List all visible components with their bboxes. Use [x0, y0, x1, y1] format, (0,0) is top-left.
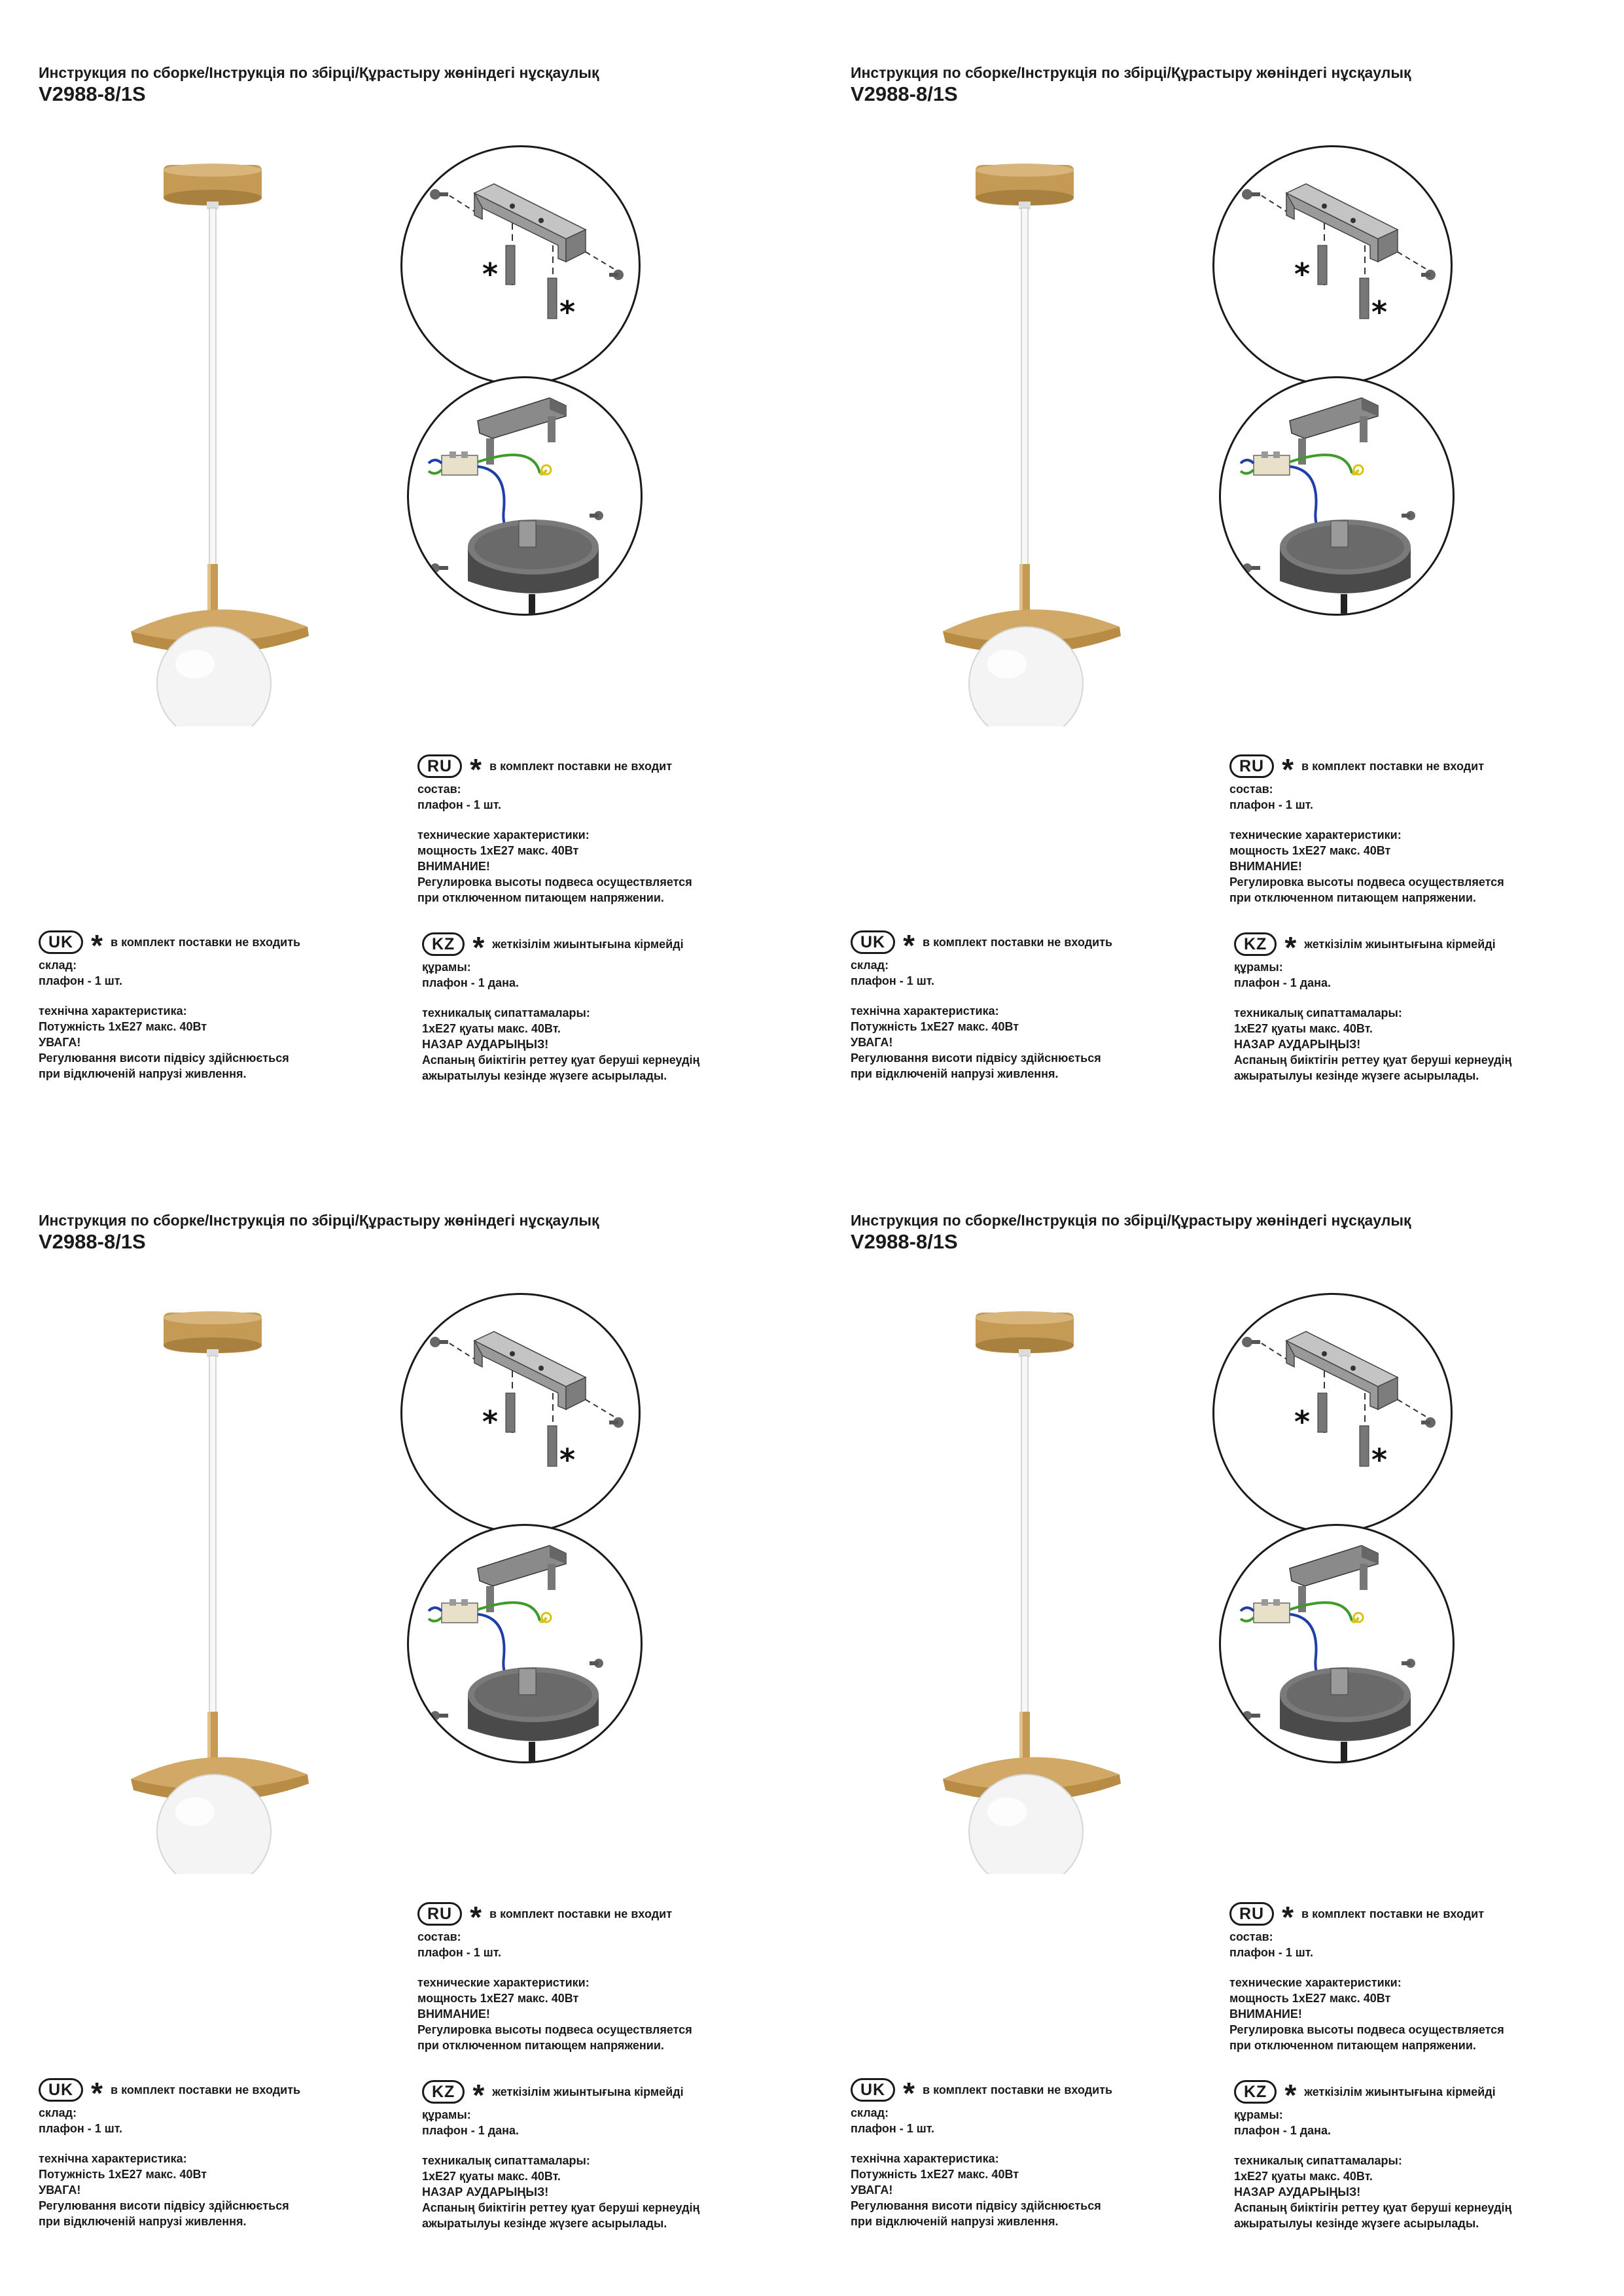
- instruction-title: Инструкция по сборке/Інструкція по збірці/Құрастыру жөніндегі нұсқаулық: [851, 64, 1411, 81]
- not-included-note: в комплект поставки не входить: [111, 936, 301, 949]
- spec-line: Аспаның биіктігін реттеу қуат беруші кернеудің: [1234, 1053, 1512, 1067]
- spec-line: плафон - 1 шт.: [39, 974, 122, 987]
- wiring-diagram: [1219, 1524, 1455, 1763]
- spec-line: технічна характеристика:: [851, 1004, 999, 1017]
- spec-line: құрамы:: [422, 961, 471, 974]
- spacer: [1234, 991, 1511, 1005]
- not-included-note: в комплект поставки не входит: [489, 1907, 673, 1920]
- spec-line: УВАГА!: [39, 2183, 81, 2197]
- uk-section: [39, 2077, 300, 2229]
- spec-line: состав:: [417, 1930, 461, 1943]
- asterisk-icon: *: [1282, 1900, 1294, 1934]
- asterisk-icon: *: [470, 1900, 482, 1934]
- spec-line: Регулювання висоти підвісу здійснюється: [39, 2199, 289, 2212]
- spec-line: Регулировка высоты подвеса осуществляется: [1229, 875, 1504, 889]
- spec-line: 1хE27 қуаты макс. 40Вт.: [1234, 1022, 1373, 1035]
- instruction-title: Инструкция по сборке/Інструкція по збірці/Құрастыру жөніндегі нұсқаулық: [39, 1212, 599, 1229]
- screw-icon: [1243, 1711, 1260, 1720]
- not-included-asterisk-icon: *: [482, 1404, 499, 1439]
- spec-line: Аспаның биіктігін реттеу қуат беруші кернеудің: [1234, 2201, 1512, 2214]
- kz-language-badge: KZ: [422, 2080, 465, 2104]
- instruction-panel: [812, 0, 1624, 1148]
- uk-language-badge: UK: [851, 2078, 895, 2102]
- screw-icon: [590, 1659, 603, 1668]
- spec-line: плафон - 1 дана.: [422, 976, 520, 989]
- model-number: V2988-8/1S: [39, 82, 146, 105]
- spec-line: при отключенном питающем напряжении.: [1229, 2039, 1476, 2052]
- spec-line: ВНИМАНИЕ!: [417, 860, 490, 873]
- spec-line: плафон - 1 шт.: [851, 2122, 934, 2135]
- kz-language-badge: KZ: [1234, 2080, 1277, 2104]
- kz-section: [1234, 932, 1511, 1084]
- not-included-note: в комплект поставки не входит: [1301, 760, 1485, 773]
- spec-line: технічна характеристика:: [851, 2152, 999, 2165]
- spec-line: мощность 1хE27 макс. 40Вт: [417, 1992, 579, 2005]
- spacer: [1229, 813, 1504, 827]
- spec-line: Регулировка высоты подвеса осуществляется: [417, 875, 692, 889]
- instruction-panel: [812, 1148, 1624, 2295]
- suspension-cable: [1021, 1356, 1028, 1713]
- screw-icon: [609, 1417, 624, 1428]
- spec-line: при отключенном питающем напряжении.: [417, 2039, 664, 2052]
- spec-line: УВАГА!: [39, 1036, 81, 1049]
- grey-canopy: [468, 520, 599, 593]
- screw-icon: [590, 511, 603, 520]
- spec-line: плафон - 1 дана.: [1234, 2124, 1332, 2137]
- ru-section: [417, 754, 692, 906]
- uk-section: [39, 930, 300, 1082]
- spec-line: Регулювання висоти підвісу здійснюється: [39, 1051, 289, 1065]
- screw-icon: [1402, 1659, 1415, 1668]
- screw-icon: [1243, 563, 1260, 573]
- ru-language-badge: RU: [1229, 1902, 1274, 1926]
- wiring-diagram: [1219, 376, 1455, 616]
- instruction-title: Инструкция по сборке/Інструкція по збірці/Құрастыру жөніндегі нұсқаулық: [39, 64, 599, 81]
- model-number: V2988-8/1S: [851, 82, 958, 105]
- instruction-title: Инструкция по сборке/Інструкція по збірці/Құрастыру жөніндегі нұсқаулық: [851, 1212, 1411, 1229]
- not-included-note: в комплект поставки не входить: [923, 936, 1113, 949]
- spec-line: ажыратылуы кезінде жүзеге асырылады.: [1234, 2217, 1479, 2230]
- spec-line: склад:: [851, 959, 889, 972]
- bracket-mounting-diagram: [400, 1293, 641, 1533]
- spec-line: технические характеристики:: [417, 828, 590, 841]
- screw-icon: [1242, 1337, 1260, 1347]
- spec-line: 1хE27 қуаты макс. 40Вт.: [1234, 2170, 1373, 2183]
- spec-line: состав:: [1229, 1930, 1273, 1943]
- spec-line: 1хE27 қуаты макс. 40Вт.: [422, 2170, 561, 2183]
- uk-section: [851, 930, 1112, 1082]
- spec-line: плафон - 1 шт.: [39, 2122, 122, 2135]
- screw-icon: [1421, 1417, 1436, 1428]
- spec-line: УВАГА!: [851, 1036, 893, 1049]
- spec-line: құрамы:: [1234, 961, 1283, 974]
- pendant-lamp-illustration: [111, 150, 327, 726]
- spec-line: ВНИМАНИЕ!: [1229, 2007, 1302, 2021]
- spec-line: техникалық сипаттамалары:: [422, 1006, 590, 1019]
- not-included-note: жеткізілім жиынтығына кірмейді: [1304, 2085, 1496, 2098]
- asterisk-icon: *: [1284, 2078, 1297, 2112]
- spec-line: склад:: [39, 2106, 77, 2119]
- suspension-cable: [209, 1356, 216, 1713]
- spec-line: Потужність 1хE27 макс. 40Вт: [851, 2168, 1019, 2181]
- spec-line: склад:: [39, 959, 77, 972]
- screw-icon: [609, 270, 624, 280]
- wiring-diagram: [407, 1524, 643, 1763]
- not-included-asterisk-icon: *: [1294, 256, 1311, 292]
- spec-line: состав:: [417, 783, 461, 796]
- spec-line: Потужність 1хE27 макс. 40Вт: [851, 1020, 1019, 1033]
- spec-line: при отключенном питающем напряжении.: [417, 891, 664, 904]
- pendant-lamp-illustration: [111, 1298, 327, 1874]
- spec-line: состав:: [1229, 783, 1273, 796]
- kz-section: [422, 932, 699, 1084]
- spec-line: ВНИМАНИЕ!: [1229, 860, 1302, 873]
- spec-line: склад:: [851, 2106, 889, 2119]
- spacer: [39, 2136, 300, 2151]
- uk-language-badge: UK: [851, 930, 895, 954]
- not-included-asterisk-icon: *: [1371, 1442, 1388, 1477]
- spec-line: құрамы:: [422, 2108, 471, 2121]
- not-included-note: жеткізілім жиынтығына кірмейді: [1304, 938, 1496, 951]
- asterisk-icon: *: [903, 928, 915, 963]
- spacer: [851, 989, 1112, 1003]
- pendant-lamp-illustration: [923, 1298, 1139, 1874]
- asterisk-icon: *: [470, 752, 482, 786]
- spec-line: технические характеристики:: [1229, 1976, 1402, 1989]
- spacer: [39, 989, 300, 1003]
- suspension-cable: [1021, 208, 1028, 565]
- not-included-asterisk-icon: *: [1371, 294, 1388, 330]
- kz-section: [1234, 2079, 1511, 2231]
- spacer: [1234, 2138, 1511, 2153]
- ru-section: [417, 1901, 692, 2053]
- spacer: [422, 991, 699, 1005]
- spec-line: НАЗАР АУДАРЫҢЫЗ!: [422, 2185, 549, 2199]
- kz-section: [422, 2079, 699, 2231]
- not-included-note: в комплект поставки не входит: [489, 760, 673, 773]
- spec-line: техникалық сипаттамалары:: [422, 2154, 590, 2167]
- screw-icon: [1421, 270, 1436, 280]
- spec-line: плафон - 1 дана.: [422, 2124, 520, 2137]
- not-included-note: в комплект поставки не входит: [1301, 1907, 1485, 1920]
- spec-line: ажыратылуы кезінде жүзеге асырылады.: [422, 1069, 667, 1082]
- spec-line: при відключеній напрузі живлення.: [39, 2215, 247, 2228]
- instruction-panel: [0, 0, 812, 1148]
- spec-line: технические характеристики:: [1229, 828, 1402, 841]
- terminal-block: [1254, 451, 1290, 475]
- spec-line: при відключеній напрузі живлення.: [851, 2215, 1059, 2228]
- ru-section: [1229, 754, 1504, 906]
- not-included-note: в комплект поставки не входить: [111, 2083, 301, 2096]
- spec-line: мощность 1хE27 макс. 40Вт: [1229, 1992, 1391, 2005]
- pendant-lamp-illustration: [923, 150, 1139, 726]
- screw-icon: [430, 1337, 448, 1347]
- spec-line: Потужність 1хE27 макс. 40Вт: [39, 2168, 207, 2181]
- spacer: [422, 2138, 699, 2153]
- not-included-note: жеткізілім жиынтығына кірмейді: [492, 938, 684, 951]
- asterisk-icon: *: [472, 930, 485, 964]
- asterisk-icon: *: [91, 2076, 103, 2110]
- kz-language-badge: KZ: [1234, 932, 1277, 956]
- spec-line: технические характеристики:: [417, 1976, 590, 1989]
- screw-icon: [430, 189, 448, 200]
- terminal-block: [1254, 1599, 1290, 1623]
- spec-line: плафон - 1 дана.: [1234, 976, 1332, 989]
- not-included-note: жеткізілім жиынтығына кірмейді: [492, 2085, 684, 2098]
- kz-language-badge: KZ: [422, 932, 465, 956]
- spec-line: технічна характеристика:: [39, 2152, 187, 2165]
- spec-line: техникалық сипаттамалары:: [1234, 1006, 1402, 1019]
- spec-line: ВНИМАНИЕ!: [417, 2007, 490, 2021]
- spec-line: плафон - 1 шт.: [851, 974, 934, 987]
- asterisk-icon: *: [472, 2078, 485, 2112]
- spec-line: Потужність 1хE27 макс. 40Вт: [39, 1020, 207, 1033]
- spec-line: при отключенном питающем напряжении.: [1229, 891, 1476, 904]
- model-number: V2988-8/1S: [851, 1230, 958, 1253]
- spec-line: УВАГА!: [851, 2183, 893, 2197]
- not-included-asterisk-icon: *: [482, 256, 499, 292]
- spec-line: ажыратылуы кезінде жүзеге асырылады.: [1234, 1069, 1479, 1082]
- not-included-asterisk-icon: *: [1294, 1404, 1311, 1439]
- bracket-mounting-diagram: [1212, 145, 1453, 385]
- terminal-block: [442, 451, 478, 475]
- asterisk-icon: *: [91, 928, 103, 963]
- screw-icon: [1402, 511, 1415, 520]
- spec-line: Регулировка высоты подвеса осуществляется: [1229, 2023, 1504, 2036]
- not-included-asterisk-icon: *: [559, 1442, 576, 1477]
- uk-language-badge: UK: [39, 2078, 83, 2102]
- screw-icon: [431, 1711, 448, 1720]
- grey-canopy: [468, 1667, 599, 1741]
- ru-language-badge: RU: [417, 754, 462, 778]
- uk-section: [851, 2077, 1112, 2229]
- spec-line: НАЗАР АУДАРЫҢЫЗ!: [1234, 1038, 1361, 1051]
- spec-line: техникалық сипаттамалары:: [1234, 2154, 1402, 2167]
- spacer: [1229, 1960, 1504, 1975]
- terminal-block: [442, 1599, 478, 1623]
- spec-line: Регулювання висоти підвісу здійснюється: [851, 2199, 1101, 2212]
- spec-line: ажыратылуы кезінде жүзеге асырылады.: [422, 2217, 667, 2230]
- ru-language-badge: RU: [417, 1902, 462, 1926]
- spec-line: Регулировка высоты подвеса осуществляется: [417, 2023, 692, 2036]
- spec-line: құрамы:: [1234, 2108, 1283, 2121]
- grey-canopy: [1280, 520, 1411, 593]
- spec-line: плафон - 1 шт.: [1229, 1946, 1313, 1959]
- spacer: [417, 1960, 692, 1975]
- spec-line: мощность 1хE27 макс. 40Вт: [1229, 844, 1391, 857]
- not-included-asterisk-icon: *: [559, 294, 576, 330]
- model-number: V2988-8/1S: [39, 1230, 146, 1253]
- asterisk-icon: *: [903, 2076, 915, 2110]
- spec-line: Аспаның биіктігін реттеу қуат беруші кернеудің: [422, 1053, 700, 1067]
- wiring-diagram: [407, 376, 643, 616]
- instruction-panel: [0, 1148, 812, 2295]
- grey-canopy: [1280, 1667, 1411, 1741]
- spec-line: плафон - 1 шт.: [417, 1946, 501, 1959]
- spec-line: Регулювання висоти підвісу здійснюється: [851, 1051, 1101, 1065]
- bracket-mounting-diagram: [400, 145, 641, 385]
- spec-line: НАЗАР АУДАРЫҢЫЗ!: [422, 1038, 549, 1051]
- spec-line: технічна характеристика:: [39, 1004, 187, 1017]
- spacer: [417, 813, 692, 827]
- spec-line: при відключеній напрузі живлення.: [39, 1067, 247, 1080]
- screw-icon: [1242, 189, 1260, 200]
- bracket-mounting-diagram: [1212, 1293, 1453, 1533]
- spec-line: 1хE27 қуаты макс. 40Вт.: [422, 1022, 561, 1035]
- uk-language-badge: UK: [39, 930, 83, 954]
- not-included-note: в комплект поставки не входить: [923, 2083, 1113, 2096]
- ru-section: [1229, 1901, 1504, 2053]
- suspension-cable: [209, 208, 216, 565]
- asterisk-icon: *: [1282, 752, 1294, 786]
- spec-line: плафон - 1 шт.: [417, 798, 501, 811]
- screw-icon: [431, 563, 448, 573]
- spec-line: НАЗАР АУДАРЫҢЫЗ!: [1234, 2185, 1361, 2199]
- asterisk-icon: *: [1284, 930, 1297, 964]
- spec-line: при відключеній напрузі живлення.: [851, 1067, 1059, 1080]
- spacer: [851, 2136, 1112, 2151]
- spec-line: мощность 1хE27 макс. 40Вт: [417, 844, 579, 857]
- ru-language-badge: RU: [1229, 754, 1274, 778]
- spec-line: Аспаның биіктігін реттеу қуат беруші кернеудің: [422, 2201, 700, 2214]
- spec-line: плафон - 1 шт.: [1229, 798, 1313, 811]
